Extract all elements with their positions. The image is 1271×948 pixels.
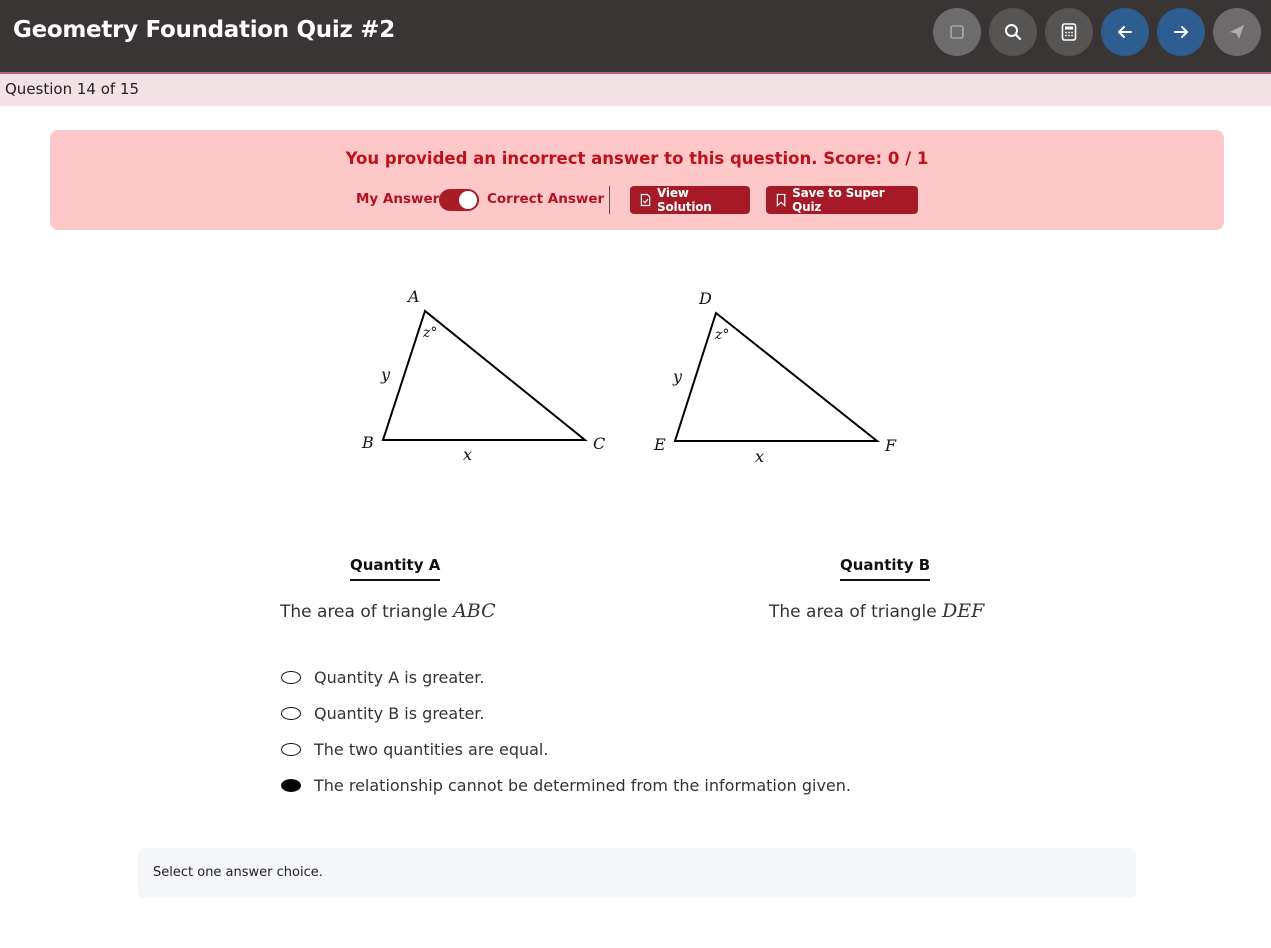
top-bar xyxy=(0,0,1271,74)
side-x-label-2: x xyxy=(755,447,765,466)
choice-label: Quantity B is greater. xyxy=(314,703,485,723)
side-x-label: x xyxy=(463,445,473,464)
save-to-super-quiz-label: Save to Super Quiz xyxy=(792,186,885,214)
quantity-a-text xyxy=(280,600,496,622)
bookmark-icon xyxy=(776,193,786,207)
side-y-label: y xyxy=(381,365,391,384)
angle-z-label-2: z° xyxy=(715,327,730,343)
answer-choice-d[interactable] xyxy=(281,773,851,797)
question-status-bar xyxy=(0,74,1271,106)
side-y-label-2: y xyxy=(673,367,683,386)
answer-choice-b[interactable] xyxy=(281,701,485,725)
quantity-b-text xyxy=(769,600,984,622)
search-icon xyxy=(1004,23,1022,41)
radio-button[interactable] xyxy=(281,707,301,720)
quiz-title: Geometry Foundation Quiz #2 xyxy=(13,17,395,43)
answer-choice-a[interactable] xyxy=(281,665,484,689)
triangle-def xyxy=(653,289,897,466)
save-to-super-quiz-button[interactable] xyxy=(766,186,918,214)
choice-label: The relationship cannot be determined from the information given. xyxy=(314,775,851,795)
correct-answer-label: Correct Answer xyxy=(487,191,605,207)
next-button[interactable] xyxy=(1157,8,1205,56)
vertex-b-label: B xyxy=(362,433,374,452)
arrow-left-icon xyxy=(1116,23,1134,41)
instruction-box xyxy=(138,848,1136,898)
quantity-b-description: The area of triangle xyxy=(769,602,937,622)
quantity-b-heading: Quantity B xyxy=(840,556,930,581)
toggle-knob xyxy=(459,191,477,209)
vertex-d-label: D xyxy=(699,289,712,308)
quantity-a-description: The area of triangle xyxy=(280,602,448,622)
vertex-e-label: E xyxy=(654,435,666,454)
feedback-banner xyxy=(50,130,1224,230)
choice-label: The two quantities are equal. xyxy=(314,739,549,759)
view-solution-button[interactable] xyxy=(630,186,750,214)
radio-button[interactable] xyxy=(281,671,301,684)
my-answer-label: My Answer xyxy=(356,191,440,207)
previous-button[interactable] xyxy=(1101,8,1149,56)
radio-button-selected[interactable] xyxy=(281,779,301,792)
divider xyxy=(609,186,610,214)
choice-label: Quantity A is greater. xyxy=(314,667,485,687)
submit-button[interactable] xyxy=(1213,8,1261,56)
search-button[interactable] xyxy=(989,8,1037,56)
angle-z-label: z° xyxy=(423,325,438,341)
document-check-icon xyxy=(640,193,651,207)
arrow-right-icon xyxy=(1172,23,1190,41)
quantity-a-math: ABC xyxy=(453,600,496,622)
feedback-message: You provided an incorrect answer to this question. Score: 0 / 1 xyxy=(345,149,929,168)
square-icon xyxy=(949,24,965,40)
vertex-a-label: A xyxy=(408,287,420,306)
question-counter: Question 14 of 15 xyxy=(5,80,140,98)
vertex-f-label: F xyxy=(885,436,897,455)
quantity-b-math: DEF xyxy=(942,600,985,622)
view-solution-label: View Solution xyxy=(657,186,712,214)
mark-button[interactable] xyxy=(933,8,981,56)
answer-toggle[interactable] xyxy=(439,189,479,211)
triangle-abc xyxy=(361,287,605,464)
calculator-icon xyxy=(1061,23,1077,41)
paper-plane-icon xyxy=(1228,23,1246,41)
vertex-c-label: C xyxy=(593,434,606,453)
radio-button[interactable] xyxy=(281,743,301,756)
instruction-text: Select one answer choice. xyxy=(153,865,323,880)
quantity-a-heading: Quantity A xyxy=(350,556,440,581)
answer-choice-c[interactable] xyxy=(281,737,548,761)
calculator-button[interactable] xyxy=(1045,8,1093,56)
triangles-figure xyxy=(340,280,940,480)
